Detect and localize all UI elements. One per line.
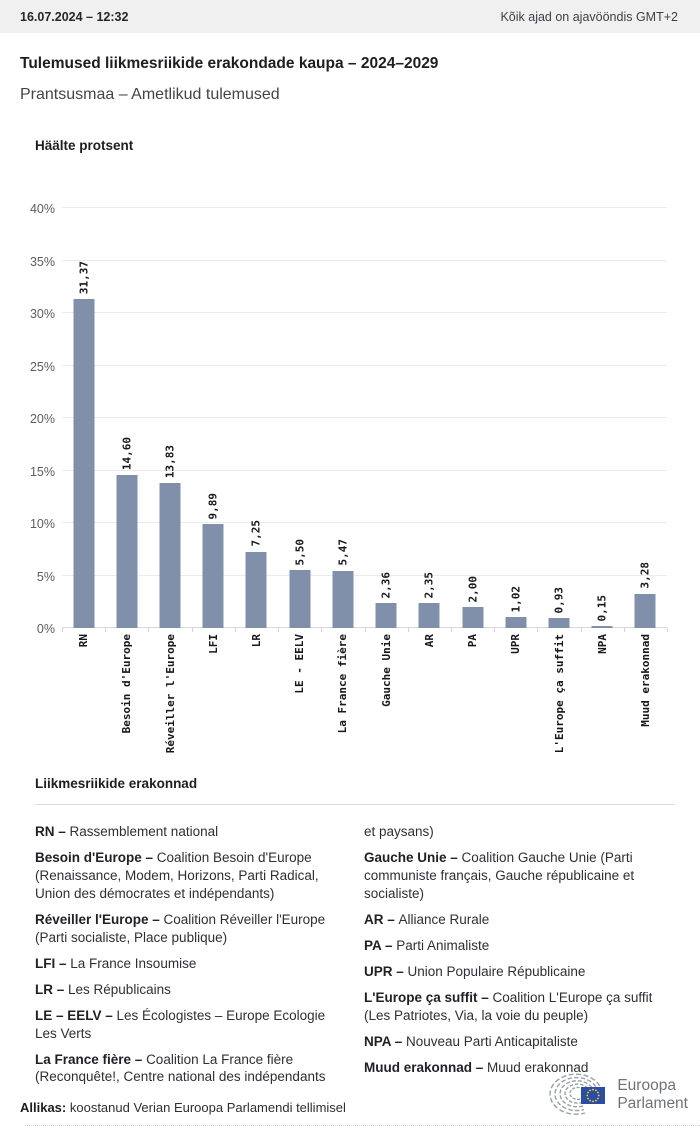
legend-term: LR – — [35, 981, 69, 997]
bar-cell — [278, 188, 321, 628]
y-axis-tick-label: 20% — [29, 412, 55, 426]
bar-value-label: 31,37 — [77, 260, 91, 294]
x-axis-label: LE - EELV — [293, 634, 307, 694]
legend-entry — [364, 823, 675, 841]
bar-cell — [451, 188, 494, 628]
bar-value-label: 1,02 — [509, 585, 523, 613]
bar-value-label: 2,36 — [379, 571, 393, 599]
x-label-cell — [148, 634, 191, 769]
legend-entry — [364, 1033, 675, 1051]
x-axis-label: PA — [466, 634, 480, 648]
x-label-cell — [537, 634, 580, 769]
legend-term: La France fière – — [35, 1051, 147, 1067]
x-axis-tick — [235, 628, 236, 632]
european-parliament-logo — [547, 1072, 688, 1118]
legend-term: Gauche Unie – — [364, 849, 462, 865]
bar-cell — [235, 188, 278, 628]
y-axis-tick-label: 30% — [29, 307, 55, 321]
legend-columns — [35, 823, 675, 1094]
x-axis-tick — [105, 628, 106, 632]
legend-entry — [364, 989, 675, 1025]
ep-logo-text — [617, 1077, 688, 1114]
page-title: Tulemused liikmesriikide erakondade kaupa – 2024–2029 — [20, 55, 439, 72]
bar — [160, 483, 181, 628]
x-axis-tick — [62, 628, 63, 632]
ep-logo-text-line2: Parlament — [617, 1095, 688, 1112]
chart-title: Häälte protsent — [35, 138, 134, 153]
bar — [635, 594, 656, 628]
bar-value-label: 13,83 — [163, 444, 177, 478]
x-axis-label: La France fière — [336, 634, 350, 734]
y-axis-tick-label: 10% — [29, 517, 55, 531]
x-axis-tick — [408, 628, 409, 632]
bars-container — [62, 188, 667, 628]
bar — [549, 618, 570, 628]
y-axis-tick-label: 15% — [29, 464, 55, 479]
legend-divider — [35, 804, 675, 805]
legend-entry — [364, 937, 675, 955]
bar — [203, 524, 224, 628]
legend-heading: Liikmesriikide erakonnad — [35, 776, 198, 791]
x-axis-tick — [494, 628, 495, 632]
bar — [419, 603, 440, 628]
x-axis-tick — [278, 628, 279, 632]
x-axis-label: Gauche Unie — [379, 634, 393, 707]
x-label-cell — [105, 634, 148, 769]
x-axis-label: L'Europe ça suffit — [552, 634, 566, 754]
x-axis-label: Réveiller l'Europe — [163, 634, 177, 754]
x-label-cell — [321, 634, 364, 769]
x-axis-tick — [321, 628, 322, 632]
bar — [462, 607, 483, 628]
header-bar — [0, 0, 700, 33]
x-label-cell — [365, 634, 408, 769]
x-axis-label: NPA — [595, 634, 609, 654]
bar-cell — [62, 188, 105, 628]
header-timezone-note: Kõik ajad on ajavööndis GMT+2 — [500, 9, 678, 24]
bar-cell — [581, 188, 624, 628]
legend-term: Réveiller l'Europe – — [35, 911, 164, 927]
bar — [246, 552, 267, 628]
x-label-cell — [451, 634, 494, 769]
x-label-cell — [62, 634, 105, 769]
bar-cell — [537, 188, 580, 628]
x-axis-tick — [365, 628, 366, 632]
x-axis-tick — [581, 628, 582, 632]
source-note — [20, 1100, 346, 1115]
bar — [505, 617, 526, 628]
legend-desc: Les Écologistes – Europe Ecologie Les Verts — [35, 1007, 326, 1041]
legend-entry — [35, 1051, 346, 1087]
legend-desc: Coalition Gauche Unie (Parti communiste français, Gauche républicaine et socialiste) — [364, 849, 635, 901]
y-axis-tick-label: 35% — [29, 254, 55, 269]
legend-entry — [35, 911, 346, 947]
x-axis-label: RN — [77, 634, 91, 648]
legend-entry — [364, 849, 675, 903]
bar-value-label: 7,25 — [249, 520, 263, 547]
bar-cell — [321, 188, 364, 628]
bar-value-label: 5,47 — [336, 539, 350, 566]
legend-term: PA – — [364, 937, 397, 953]
x-axis-tick — [624, 628, 625, 632]
legend-desc: Coalition La France fière (Reconquête!, Centre national des indépendants — [35, 1051, 326, 1085]
bar-value-label: 5,50 — [293, 538, 307, 566]
legend-entry — [364, 963, 675, 981]
legend-desc: Muud erakonnad — [487, 1059, 589, 1075]
y-axis-tick-label: 0% — [36, 622, 55, 636]
legend-term: AR – — [364, 911, 399, 927]
legend-desc: Les Républicains — [68, 981, 171, 997]
legend-entry — [35, 849, 346, 903]
legend-desc: Coalition L'Europe ça suffit (Les Patriotes, Via, la voie du peuple) — [364, 989, 653, 1023]
x-axis-label: LFI — [206, 634, 220, 654]
x-label-cell — [408, 634, 451, 769]
page-bottom-divider — [25, 1125, 700, 1126]
bar-cell — [105, 188, 148, 628]
legend-desc: Union Populaire Républicaine — [407, 963, 586, 979]
bar — [376, 603, 397, 628]
legend-desc: Rassemblement national — [69, 824, 219, 839]
source-text: koostanud Verian Euroopa Parlamendi tellimisel — [66, 1100, 346, 1115]
legend-term: L'Europe ça suffit – — [364, 989, 493, 1005]
legend-desc: La France Insoumise — [70, 955, 197, 971]
x-axis-label: Muud erakonnad — [638, 634, 652, 727]
bar-cell — [365, 188, 408, 628]
legend-term: UPR – — [364, 963, 408, 979]
x-axis-tick — [451, 628, 452, 632]
x-axis-tick — [148, 628, 149, 632]
bar-cell — [624, 188, 667, 628]
legend-entry — [35, 823, 346, 841]
bar-chart-plot-area — [0, 188, 700, 636]
bar-value-label: 14,60 — [120, 436, 134, 470]
x-axis-tick — [667, 628, 668, 632]
legend-desc: et paysans) — [364, 824, 434, 839]
bar-value-label: 2,00 — [466, 575, 480, 602]
y-axis-tick-label: 40% — [29, 202, 55, 216]
x-label-cell — [581, 634, 624, 769]
x-axis-tick — [192, 628, 193, 632]
x-axis-label: AR — [422, 634, 436, 648]
bar-cell — [148, 188, 191, 628]
bar — [73, 299, 94, 628]
party-legend-section — [35, 776, 675, 1094]
bar — [289, 570, 310, 628]
x-axis-label: UPR — [509, 634, 523, 654]
bar-cell — [494, 188, 537, 628]
page-subtitle: Prantsusmaa – Ametlikud tulemused — [20, 86, 280, 103]
legend-term: LE – EELV – — [35, 1007, 117, 1023]
legend-entry — [35, 1007, 346, 1043]
x-axis-labels — [62, 634, 667, 769]
legend-entry — [35, 981, 346, 999]
bar-cell — [192, 188, 235, 628]
legend-desc: Coalition Réveiller l'Europe (Parti socialiste, Place publique) — [35, 911, 326, 945]
legend-column — [35, 823, 346, 1094]
legend-desc: Parti Animaliste — [396, 937, 490, 953]
legend-desc: Nouveau Parti Anticapitaliste — [406, 1033, 578, 1049]
x-label-cell — [624, 634, 667, 769]
ep-logo-text-line1: Euroopa — [617, 1076, 676, 1094]
source-label: Allikas: — [20, 1100, 67, 1115]
legend-entry — [364, 911, 675, 929]
legend-term: Besoin d'Europe – — [35, 849, 157, 865]
bar — [116, 475, 137, 628]
bar-value-label: 3,28 — [638, 562, 652, 589]
x-label-cell — [494, 634, 537, 769]
bar-value-label: 2,35 — [422, 571, 436, 599]
y-axis-tick-label: 5% — [36, 569, 55, 584]
x-axis-ticks — [62, 628, 667, 632]
header-datetime: 16.07.2024 – 12:32 — [20, 9, 129, 24]
x-label-cell — [278, 634, 321, 769]
legend-term: Muud erakonnad – — [364, 1059, 488, 1075]
legend-desc: Coalition Besoin d'Europe (Renaissance, Modem, Horizons, Parti Radical, Union des démocrates et indépendants) — [35, 849, 319, 901]
bar — [332, 571, 353, 628]
x-axis-label: Besoin d'Europe — [120, 634, 134, 734]
bar-value-label: 0,93 — [552, 586, 566, 614]
legend-entry — [35, 955, 346, 973]
legend-term: RN – — [35, 824, 70, 839]
x-label-cell — [192, 634, 235, 769]
x-axis-tick — [537, 628, 538, 632]
legend-desc: Alliance Rurale — [398, 911, 490, 927]
x-axis-label: LR — [249, 634, 263, 648]
legend-term: LFI – — [35, 955, 71, 971]
bar-value-label: 0,15 — [595, 594, 609, 622]
x-label-cell — [235, 634, 278, 769]
y-axis-tick-label: 25% — [29, 359, 55, 374]
ep-hemicycle-icon — [547, 1072, 609, 1118]
bar-value-label: 9,89 — [206, 492, 220, 520]
bar-cell — [408, 188, 451, 628]
legend-column — [364, 823, 675, 1094]
legend-term: NPA – — [364, 1033, 407, 1049]
